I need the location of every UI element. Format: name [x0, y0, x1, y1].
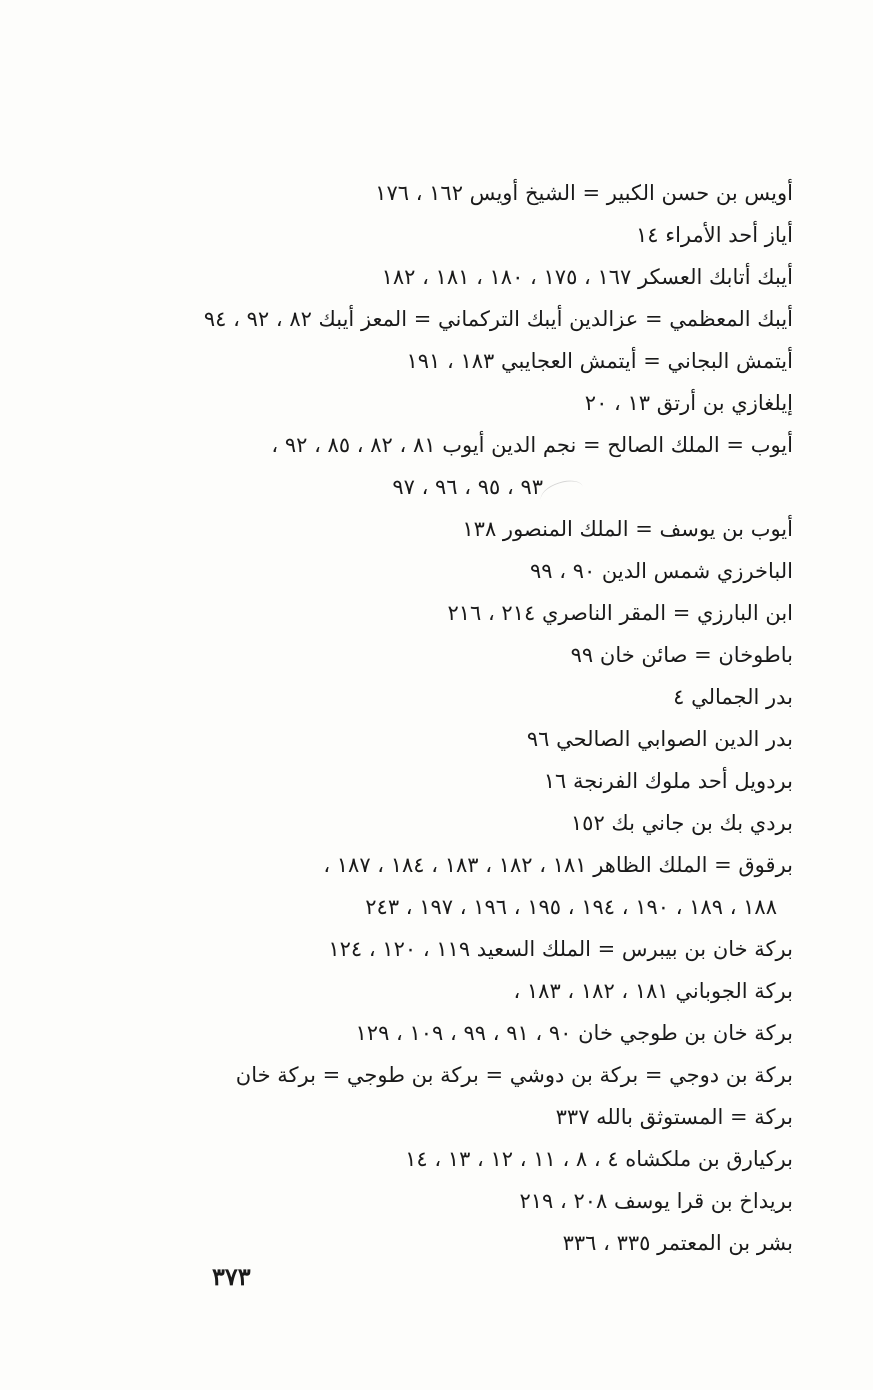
- index-entry-continuation: ٩٣ ، ٩٥ ، ٩٦ ، ٩٧: [392, 475, 543, 499]
- index-entry: أياز أحد الأمراء ١٤: [635, 223, 793, 247]
- index-entry: أويس بن حسن الكبير = الشيخ أويس ١٦٢ ، ١٧٦: [375, 181, 793, 205]
- index-entry: أيبك أتابك العسكر ١٦٧ ، ١٧٥ ، ١٨٠ ، ١٨١ ، ١٨٢: [381, 265, 793, 289]
- index-list: [73, 172, 793, 1264]
- index-entry-continuation: ١٨٨ ، ١٨٩ ، ١٩٠ ، ١٩٤ ، ١٩٥ ، ١٩٦ ، ١٩٧ ، ٢٤٣: [365, 895, 777, 919]
- index-entry: الباخرزي شمس الدين ٩٠ ، ٩٩: [529, 559, 793, 583]
- index-entry: باطوخان = صائن خان ٩٩: [570, 643, 793, 667]
- index-entry: أيوب = الملك الصالح = نجم الدين أيوب ٨١ ، ٨٢ ، ٨٥ ، ٩٢ ،: [271, 433, 793, 457]
- index-entry: بركة خان بن طوجي خان ٩٠ ، ٩١ ، ٩٩ ، ١٠٩ ، ١٢٩: [355, 1021, 793, 1045]
- index-entry: بردويل أحد ملوك الفرنجة ١٦: [543, 769, 793, 793]
- index-entry: أيبك المعظمي = عزالدين أيبك التركماني = المعز أيبك ٨٢ ، ٩٢ ، ٩٤: [203, 307, 793, 331]
- index-entry: بركة الجوباني ١٨١ ، ١٨٢ ، ١٨٣ ،: [513, 979, 793, 1003]
- index-entry: بريداخ بن قرا يوسف ٢٠٨ ، ٢١٩: [519, 1189, 793, 1213]
- index-entry: بركيارق بن ملكشاه ٤ ، ٨ ، ١١ ، ١٢ ، ١٣ ، ١٤: [405, 1147, 793, 1171]
- index-entry: بردي بك بن جاني بك ١٥٢: [570, 811, 793, 835]
- index-entry: ابن البارزي = المقر الناصري ٢١٤ ، ٢١٦: [447, 601, 793, 625]
- index-entry: بشر بن المعتمر ٣٣٥ ، ٣٣٦: [562, 1231, 793, 1255]
- index-entry: بركة خان بن بيبرس = الملك السعيد ١١٩ ، ١٢٠ ، ١٢٤: [328, 937, 793, 961]
- index-entry: أيوب بن يوسف = الملك المنصور ١٣٨: [462, 517, 793, 541]
- index-entry: إيلغازي بن أرتق ١٣ ، ٢٠: [584, 391, 793, 415]
- index-entry: بدر الجمالي ٤: [673, 685, 793, 709]
- index-entry: أيتمش البجاني = أيتمش العجايبي ١٨٣ ، ١٩١: [406, 349, 793, 373]
- index-entry: بركة = المستوثق بالله ٣٣٧: [555, 1105, 793, 1129]
- index-entry: برقوق = الملك الظاهر ١٨١ ، ١٨٢ ، ١٨٣ ، ١٨٤ ، ١٨٧ ،: [323, 853, 793, 877]
- index-entry: بدر الدين الصوابي الصالحي ٩٦: [526, 727, 793, 751]
- index-entry: بركة بن دوجي = بركة بن دوشي = بركة بن طوجي = بركة خان: [235, 1063, 793, 1087]
- page-number: ٣٧٣: [212, 1262, 251, 1291]
